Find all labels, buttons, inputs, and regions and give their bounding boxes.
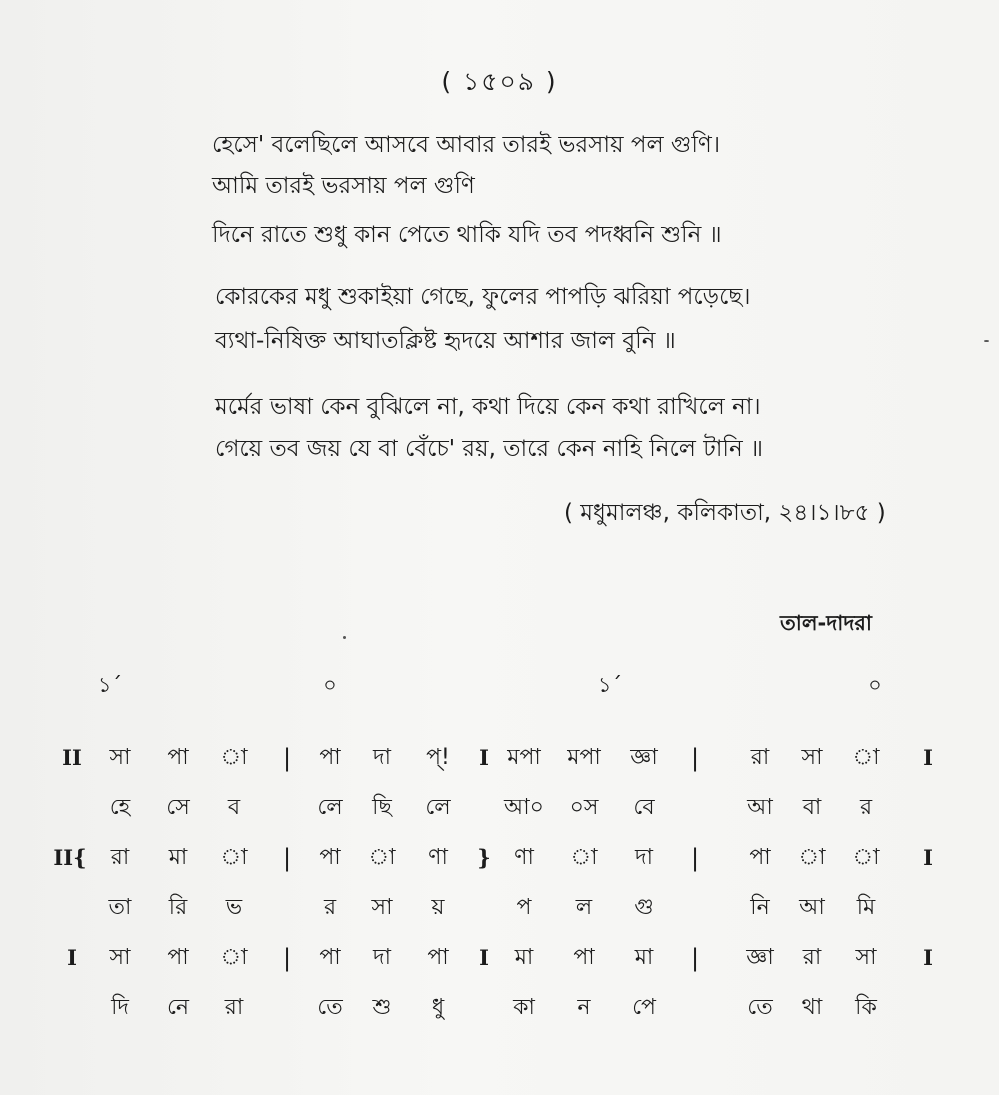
swara-note: মা [634,945,654,970]
swara-note: া [220,745,248,770]
swara-note: পা [167,945,189,970]
swara-note: সা [855,945,877,970]
source-citation: ( মধুমালঞ্চ, কলিকাতা, ২৪।১।৮৫ ) [564,500,886,526]
notation-syllable: ধু [431,995,445,1020]
swara-note: া [220,845,248,870]
notation-syllable: রা [224,995,244,1020]
notation-syllable: তে [317,995,343,1020]
lyric-line-7: গেয়ে তব জয় যে বা বেঁচে' রয়, তারে কেন নাহি নিলে টানি ॥ [215,436,764,462]
lyric-line-3: দিনে রাতে শুধু কান পেতে থাকি যদি তব পদধ্বনি শুনি ॥ [212,222,722,248]
measure-divider: | [690,944,700,972]
swara-note: পা [573,945,595,970]
notation-syllable: র [323,895,337,920]
notation-syllable: সা [371,895,393,920]
mid-bar-mark: } [477,845,491,870]
swara-note: ণা [428,845,448,870]
lyric-line-1: হেসে' বলেছিলে আসবে আবার তারই ভরসায় পল গুণি। [212,132,721,158]
notation-syllable: নে [166,995,190,1020]
swara-note: জ্ঞা [746,945,774,970]
swara-note: া [220,945,248,970]
swara-note: মপা [507,745,541,770]
swara-note: ণা [514,845,534,870]
notation-syllable: লে [317,795,343,820]
notation-syllable: ব [227,795,241,820]
notation-syllable: রি [168,895,188,920]
mid-bar-mark: I [479,945,489,970]
notation-syllable: কি [855,995,877,1020]
beat-mark: ০ [323,673,337,697]
notation-syllable: আ [747,795,773,820]
notation-syllable: বে [633,795,655,820]
swara-note: পা [319,945,341,970]
notation-syllable: তে [747,995,773,1020]
mid-bar-mark: I [479,745,489,770]
swara-note: প্! [426,745,450,770]
swara-note: রা [750,745,770,770]
notation-syllable: তা [108,895,132,920]
swara-note: রা [802,945,822,970]
dust-speck [343,636,346,639]
row-end-mark: I [923,845,933,870]
lyric-line-6: মর্মের ভাষা কেন বুঝিলে না, কথা দিয়ে কেন কথা রাখিলে না। [215,394,761,420]
measure-divider: | [690,744,700,772]
notation-syllable: ছি [372,795,392,820]
row-end-mark: I [923,945,933,970]
notation-syllable: প [516,895,532,920]
notation-syllable: গু [634,895,654,920]
notation-syllable: বা [802,795,822,820]
notation-syllable: ০স [569,795,599,820]
notation-syllable: লে [425,795,451,820]
swara-note: পা [749,845,771,870]
swara-note: দা [373,945,391,970]
swara-note: মা [168,845,188,870]
row-end-mark: I [923,745,933,770]
swara-note: মা [514,945,534,970]
notation-syllable: মি [856,895,876,920]
measure-divider: | [282,844,292,872]
lyric-line-4: কোরকের মধু শুকাইয়া গেছে, ফুলের পাপড়ি ঝরিয়া পড়েছে। [215,284,751,310]
swara-note: সা [109,945,131,970]
notation-syllable: ভ [225,895,243,920]
swara-note: জ্ঞা [630,745,658,770]
swara-note: া [798,845,826,870]
notation-syllable: আ [799,895,825,920]
dust-speck [984,340,989,342]
measure-divider: | [282,744,292,772]
swara-note: া [570,845,598,870]
notation-syllable: শু [372,995,392,1020]
swara-note: পা [167,745,189,770]
measure-divider: | [690,844,700,872]
notation-syllable: ল [575,895,593,920]
row-start-mark: I [67,945,77,970]
notation-syllable: দি [111,995,129,1020]
swara-note: পা [319,745,341,770]
beat-mark: ১´ [97,673,123,697]
swara-note: া [852,745,880,770]
notation-syllable: সে [166,795,190,820]
swara-note: পা [319,845,341,870]
row-start-mark: II [62,745,82,770]
notation-syllable: র [859,795,873,820]
swara-note: রা [110,845,130,870]
notation-syllable: নি [750,895,770,920]
swara-note: মপা [567,745,601,770]
notation-syllable: কা [513,995,535,1020]
measure-divider: | [282,944,292,972]
swara-note: া [852,845,880,870]
notation-syllable: আ০ [504,795,544,820]
swara-note: সা [109,745,131,770]
notation-syllable: য় [431,895,445,920]
tala-label: তাল-দাদরা [780,611,873,635]
swara-note: দা [635,845,653,870]
lyric-line-5: ব্যথা-নিষিক্ত আঘাতক্লিষ্ট হৃদয়ে আশার জাল বুনি ॥ [215,328,676,354]
swara-note: সা [801,745,823,770]
lyric-line-2: আমি তারই ভরসায় পল গুণি [212,173,475,199]
notation-syllable: পে [632,995,656,1020]
swara-note: দা [373,745,391,770]
page-number: ( ১৫০৯ ) [441,67,558,96]
swara-note: া [368,845,396,870]
notation-syllable: হে [109,795,131,820]
row-start-mark: II{ [53,845,87,870]
beat-mark: ১´ [597,673,623,697]
swara-note: পা [427,945,449,970]
beat-mark: ০ [868,673,882,697]
notation-syllable: থা [801,995,823,1020]
notation-syllable: ন [577,995,591,1020]
